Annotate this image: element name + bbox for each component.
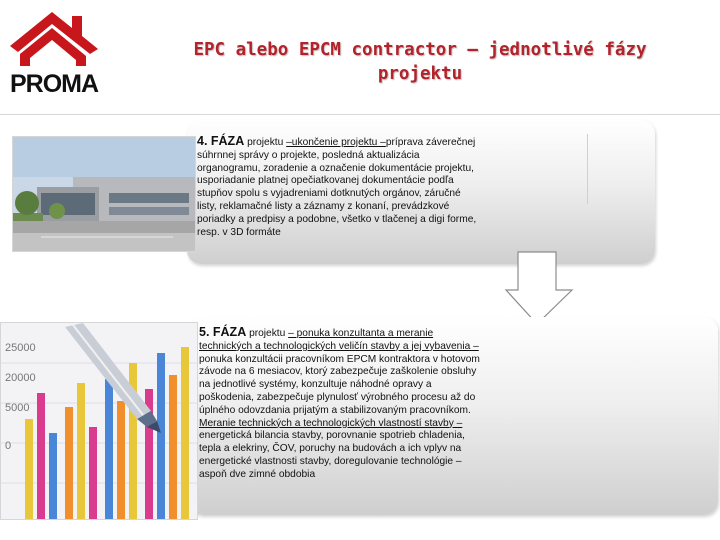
down-arrow-icon [504, 250, 576, 326]
phase4-text-1: projektu [244, 137, 287, 148]
phase5-text-5: energetická bilancia stavby, porovnanie spotrieb chladenia, tepla a elekriny, ČOV, poruchy na budovách a ich vplyv na energetické vlastnosti stavby, doregulovanie technológie – aspoň dve zimné obdobia [199, 430, 465, 480]
logo-text: PROMA [10, 70, 99, 98]
phase4-text [197, 135, 482, 239]
photo-number-4: 0 [5, 440, 12, 452]
bar-chart-pen-photo [0, 322, 198, 520]
slide-title: EPC alebo EPCM contractor – jednotlivé fázy projektu [193, 40, 647, 84]
phase5-text [199, 326, 484, 482]
phase4-text-3: príprava záverečnej súhrnnej správy o projekte, posledná aktualizácia organogramu, zoradenie a označenie dokumentácie projektu, usporiadanie platnej opečiatkovanej dokumentácie podľa stupňov spolu s vyjadreniami dotknutých orgánov, záručné listy, reklamačné listy a záznamy z konaní, prevádzkové poriadky a predpisy a podobne, všetko v tlačenej a digi forme, resp. v 3D formáte [197, 137, 477, 238]
photo-number-3: 5000 [5, 402, 30, 414]
phase5-label: 5. FÁZA [199, 325, 247, 339]
proma-logo [6, 8, 118, 96]
house-roof-icon [6, 8, 118, 70]
office-building-photo [12, 136, 196, 252]
photo-number-1: 25000 [5, 342, 36, 354]
phase5-text-3: ponuka konzultácii pracovníkom EPCM kontraktora v hotovom závode na 6 mesiacov, ktorý zabezpečuje zaškolenie obsluhy na jednotlivé systémy, konzultuje náhodné opravy a poškodenia, zabezpečuje plynulosť výrobného procesu až do úplného odovzdania prijatým a stabilizovaným pracovníkom. [199, 353, 480, 416]
phase5-text-4: Meranie technických a technologických vlastností stavby – [199, 417, 463, 429]
header-divider [0, 114, 720, 115]
photo-number-2: 20000 [5, 372, 36, 384]
phase4-label: 4. FÁZA [197, 134, 245, 148]
phase4-text-2: –ukončenie projektu – [286, 137, 386, 148]
phase5-text-1: projektu [246, 328, 289, 339]
panel-divider [587, 134, 588, 204]
phase5-text-2: – ponuka konzultanta a meranie technických a technologických veličín stavby a jej vybavenia – [199, 328, 479, 352]
